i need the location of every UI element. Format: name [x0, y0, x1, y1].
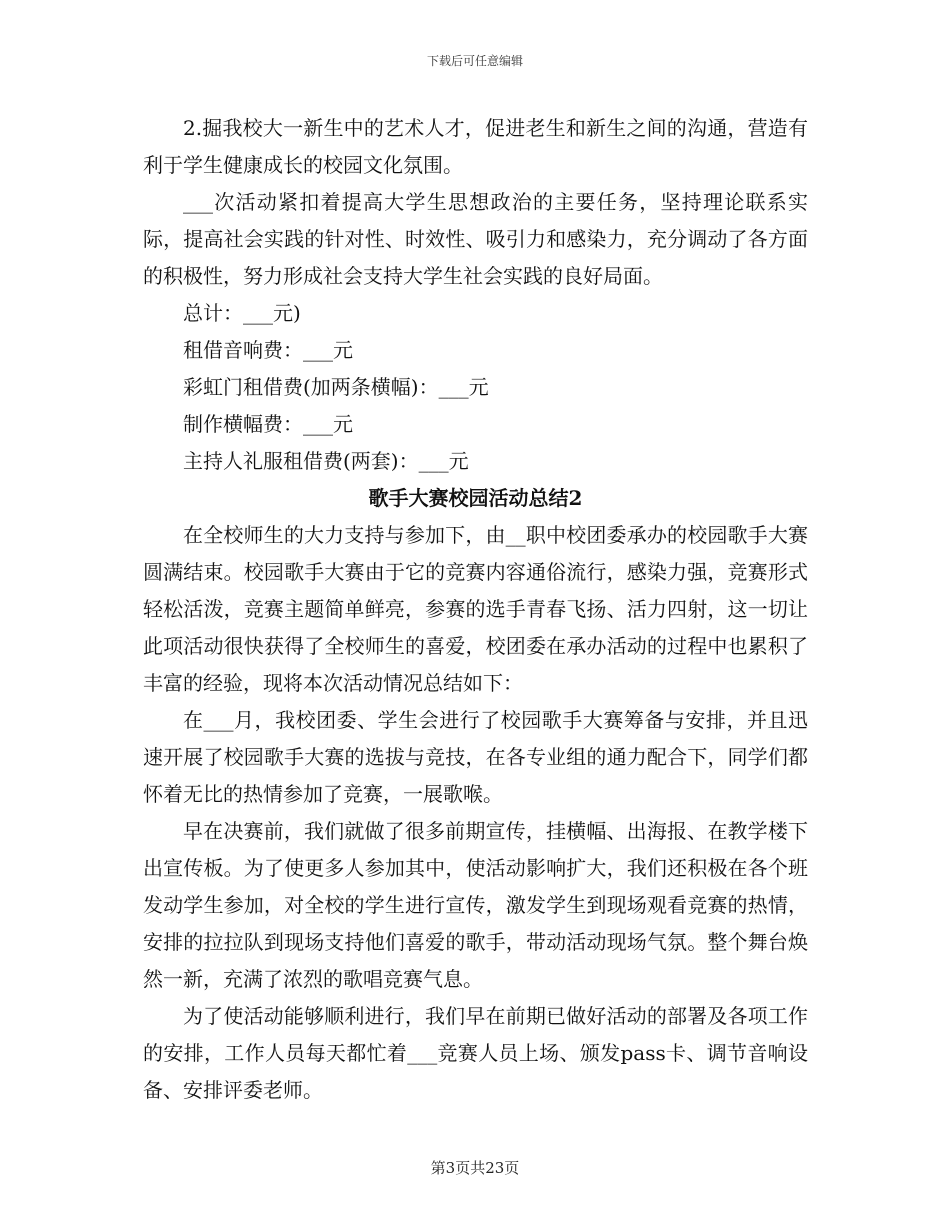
paragraph-6: 为了使活动能够顺利进行，我们早在前期已做好活动的部署及各项工作的安排，工作人员每天都忙着___竞赛人员上场、颁发pass卡、调节音响设备、安排评委老师。: [143, 1004, 808, 1102]
paragraph-3: 在全校师生的大力支持与参加下，由__职中校团委承办的校园歌手大赛圆满结束。校园歌手大赛由于它的竞赛内容通俗流行，感染力强，竞赛形式轻松活泼，竞赛主题简单鲜亮，参赛的选手青春飞扬、活力四射，这一切让此项活动很快获得了全校师生的喜爱，校团委在承办活动的过程中也累积了丰富的经验，现将本次活动情况总结如下：: [143, 523, 808, 695]
budget-host-costume: 主持人礼服租借费(两套)：___元: [183, 449, 469, 473]
budget-audio-rental: 租借音响费：___元: [183, 338, 353, 362]
budget-rainbow-arch: 彩虹门租借费(加两条横幅)：___元: [183, 375, 489, 399]
paragraph-5: 早在决赛前，我们就做了很多前期宣传，挂横幅、出海报、在教学楼下出宣传板。为了使更多人参加其中，使活动影响扩大，我们还积极在各个班发动学生参加，对全校的学生进行宣传，激发学生到现场观看竞赛的热情，安排的拉拉队到现场支持他们喜爱的歌手，带动活动现场气氛。整个舞台焕然一新，充满了浓烈的歌唱竞赛气息。: [143, 819, 808, 991]
paragraph-1: 2.掘我校大一新生中的艺术人才，促进老生和新生之间的沟通，营造有利于学生健康成长的校园文化氛围。: [143, 116, 808, 177]
paragraph-4: 在___月，我校团委、学生会进行了校园歌手大赛筹备与安排，并且迅速开展了校园歌手大赛的选拔与竞技，在各专业组的通力配合下，同学们都怀着无比的热情参加了竞赛，一展歌喉。: [143, 708, 808, 806]
page-footer: 第3页共23页: [430, 1159, 520, 1177]
budget-banner: 制作横幅费：___元: [183, 412, 353, 436]
page-header: 下载后可任意编辑: [426, 54, 523, 68]
paragraph-2: ___次活动紧扣着提高大学生思想政治的主要任务，坚持理论联系实际，提高社会实践的针对性、时效性、吸引力和感染力，充分调动了各方面的积极性，努力形成社会支持大学生社会实践的良好局面。: [143, 190, 808, 288]
section-title: 歌手大赛校园活动总结2: [368, 486, 583, 510]
document-body: [143, 110, 808, 1109]
budget-total: 总计：___元): [183, 301, 301, 325]
